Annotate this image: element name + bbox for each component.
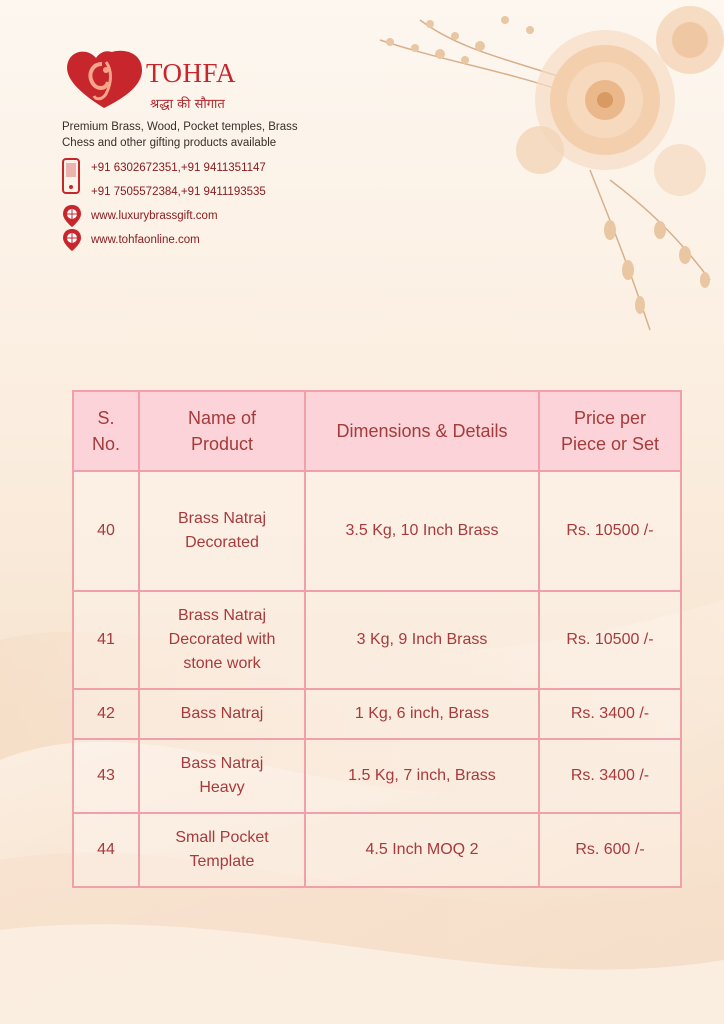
brand-logo — [62, 48, 262, 112]
contact-text: www.luxurybrassgift.com — [91, 210, 218, 222]
globe-pin-icon — [62, 204, 82, 228]
cell-details: 4.5 Inch MOQ 2 — [305, 813, 539, 887]
cell-details: 1 Kg, 6 inch, Brass — [305, 689, 539, 739]
table-row — [73, 471, 681, 591]
cell-product-name: Brass Natraj Decorated — [139, 471, 305, 591]
header-dimensions: Dimensions & Details — [305, 391, 539, 471]
cell-sno: 44 — [73, 813, 139, 887]
cell-product-name: Bass Natraj — [139, 689, 305, 739]
cell-price: Rs. 3400 /- — [539, 739, 681, 813]
header-price: Price per Piece or Set — [539, 391, 681, 471]
cell-price: Rs. 10500 /- — [539, 591, 681, 689]
cell-price: Rs. 600 /- — [539, 813, 681, 887]
contact-text: +91 7505572384,+91 9411193535 — [91, 186, 266, 198]
ganesha-heart-logo-icon — [62, 48, 146, 110]
intro-line-2: Chess and other gifting products available — [62, 137, 277, 149]
contact-text: +91 6302672351,+91 9411351147 — [91, 162, 266, 174]
brand-tagline: श्रद्धा की सौगात — [150, 97, 225, 112]
table-row — [73, 591, 681, 689]
brand-name: TOHFA — [146, 58, 237, 88]
cell-product-name: Brass Natraj Decorated with stone work — [139, 591, 305, 689]
product-table-container — [72, 390, 680, 888]
floral-decoration — [360, 0, 724, 360]
phone-icon — [62, 158, 80, 194]
cell-sno: 40 — [73, 471, 139, 591]
cell-sno: 43 — [73, 739, 139, 813]
cell-sno: 42 — [73, 689, 139, 739]
cell-sno: 41 — [73, 591, 139, 689]
cell-product-name: Bass Natraj Heavy — [139, 739, 305, 813]
cell-details: 3 Kg, 9 Inch Brass — [305, 591, 539, 689]
cell-details: 3.5 Kg, 10 Inch Brass — [305, 471, 539, 591]
cell-product-name: Small Pocket Template — [139, 813, 305, 887]
table-header-row — [73, 391, 681, 471]
contact-text: www.tohfaonline.com — [91, 234, 200, 246]
cell-price: Rs. 3400 /- — [539, 689, 681, 739]
intro-text — [62, 119, 352, 151]
cell-price: Rs. 10500 /- — [539, 471, 681, 591]
table-row — [73, 813, 681, 887]
intro-line-1: Premium Brass, Wood, Pocket temples, Brass — [62, 121, 298, 133]
header-sno: S. No. — [73, 391, 139, 471]
product-table — [72, 390, 682, 888]
header-name: Name of Product — [139, 391, 305, 471]
table-row — [73, 689, 681, 739]
globe-pin-icon — [62, 228, 82, 252]
cell-details: 1.5 Kg, 7 inch, Brass — [305, 739, 539, 813]
table-row — [73, 739, 681, 813]
